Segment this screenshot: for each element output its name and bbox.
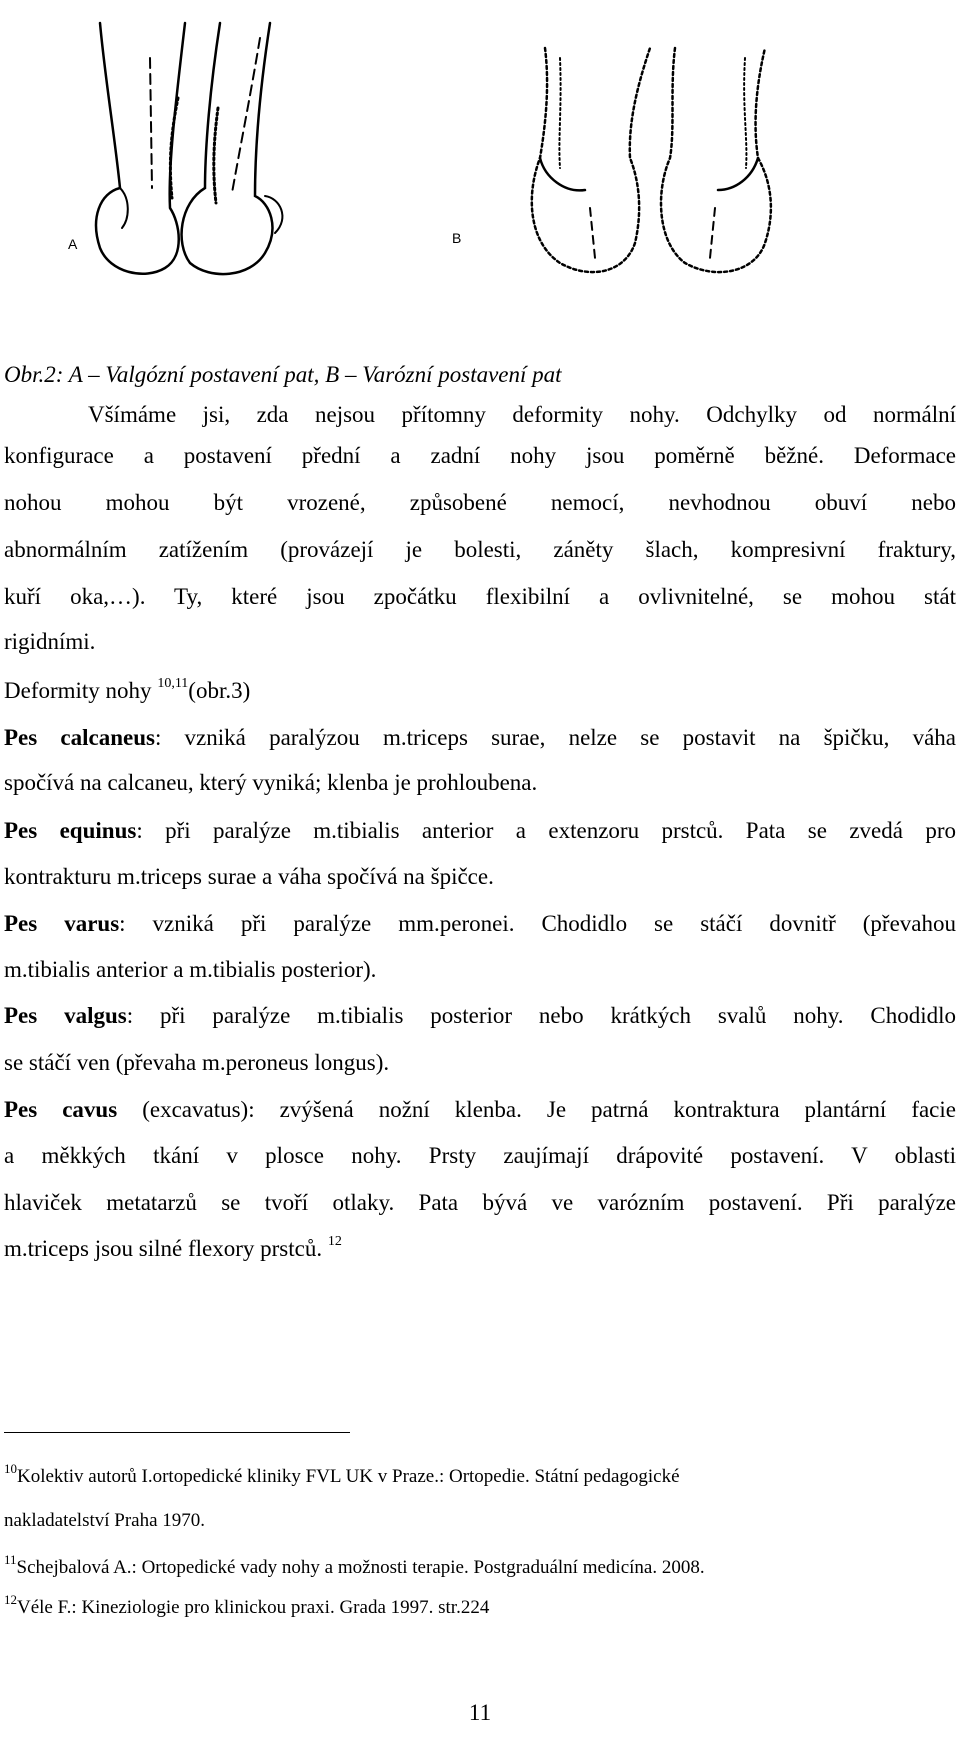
entry-line	[4, 723, 956, 753]
entry-line: m.tibialis anterior a m.tibialis posterior).	[4, 957, 377, 982]
deformity-heading-text: Deformity nohy	[4, 678, 158, 703]
entry-line: spočívá na calcaneu, který vyniká; klenba je prohloubena.	[4, 770, 538, 795]
entry-line	[4, 909, 956, 939]
entry-text: : při paralýze m.tibialis posterior nebo krátkých svalů nohy. Chodidlo	[126, 1003, 956, 1028]
entry-text: : vzniká při paralýze mm.peronei. Chodidlo se stáčí dovnitř (převahou	[119, 911, 956, 936]
footnote-separator	[4, 1432, 350, 1433]
entry-text: m.triceps jsou silné flexory prstců.	[4, 1236, 323, 1261]
entry-line: kontrakturu m.triceps surae a váha spočívá na špičce.	[4, 864, 494, 889]
entry-line	[4, 1001, 956, 1031]
paragraph-line: rigidními.	[4, 629, 96, 654]
panel-a-label: A	[68, 236, 78, 252]
entry-term: Pes calcaneus	[4, 725, 155, 750]
footnote-text: Schejbalová A.: Ortopedické vady nohy a možnosti terapie. Postgraduální medicína. 2008.	[16, 1557, 705, 1578]
panel-b-label: B	[452, 230, 462, 246]
paragraph-line: Všímáme jsi, zda nejsou přítomny deformity nohy. Odchylky od normální	[88, 402, 956, 427]
heel-illustration	[60, 18, 960, 288]
entry-line: se stáčí ven (převaha m.peroneus longus).	[4, 1050, 390, 1075]
entry-line	[4, 1234, 956, 1268]
paragraph-line: konfigurace a postavení přední a zadní nohy jsou poměrně běžné. Deformace	[4, 443, 956, 468]
entry-line	[4, 1095, 956, 1125]
entry-term: Pes equinus	[4, 818, 137, 843]
paragraph-line: nohou mohou být vrozené, způsobené nemocí, nevhodnou obuví nebo	[4, 490, 956, 515]
deformity-heading	[4, 676, 956, 710]
entry-text: : vzniká paralýzou m.triceps surae, nelze se postavit na špičku, váha	[154, 725, 956, 750]
footnote-12	[4, 1592, 956, 1622]
footnote-11	[4, 1552, 956, 1582]
figure-caption: Obr.2: A – Valgózní postavení pat, B – Varózní postavení pat	[4, 362, 562, 387]
entry-term: Pes valgus	[4, 1003, 127, 1028]
footnote-number: 12	[4, 1592, 17, 1607]
figure-ref: (obr.3)	[188, 678, 251, 703]
footnote-number: 10	[4, 1461, 17, 1476]
paragraph-line: abnormálním zatížením (provázejí je bolesti, záněty šlach, kompresivní fraktury,	[4, 537, 956, 562]
entry-line	[4, 816, 956, 846]
footnote-number: 11	[4, 1552, 17, 1567]
heel-drawings-svg	[60, 18, 960, 288]
footnote-10	[4, 1461, 956, 1491]
entry-term: Pes cavus	[4, 1097, 118, 1122]
footnote-ref: 12	[327, 1234, 342, 1249]
paragraph-line: kuří oka,…). Ty, které jsou zpočátku flexibilní a ovlivnitelné, se mohou stát	[4, 584, 956, 609]
entry-line: hlaviček metatarzů se tvoří otlaky. Pata bývá ve varózním postavení. Při paralýze	[4, 1190, 956, 1215]
panel-a-drawing	[96, 23, 282, 274]
entry-text: : při paralýze m.tibialis anterior a extenzoru prstců. Pata se zvedá pro	[136, 818, 956, 843]
entry-line: a měkkých tkání v plosce nohy. Prsty zaujímají drápovité postavení. V oblasti	[4, 1143, 956, 1168]
footnote-text: Véle F.: Kineziologie pro klinickou praxi. Grada 1997. str.224	[17, 1597, 490, 1618]
footnote-10-cont: nakladatelství Praha 1970.	[4, 1510, 206, 1531]
panel-b-drawing	[532, 48, 771, 272]
footnote-text: Kolektiv autorů I.ortopedické kliniky FVL UK v Praze.: Ortopedie. Státní pedagogické	[17, 1466, 680, 1487]
entry-term: Pes varus	[4, 911, 120, 936]
entry-text: (excavatus): zvýšená nožní klenba. Je patrná kontraktura plantární facie	[117, 1097, 956, 1122]
footnote-ref: 10,11	[157, 676, 189, 691]
page-number: 11	[468, 1700, 492, 1725]
